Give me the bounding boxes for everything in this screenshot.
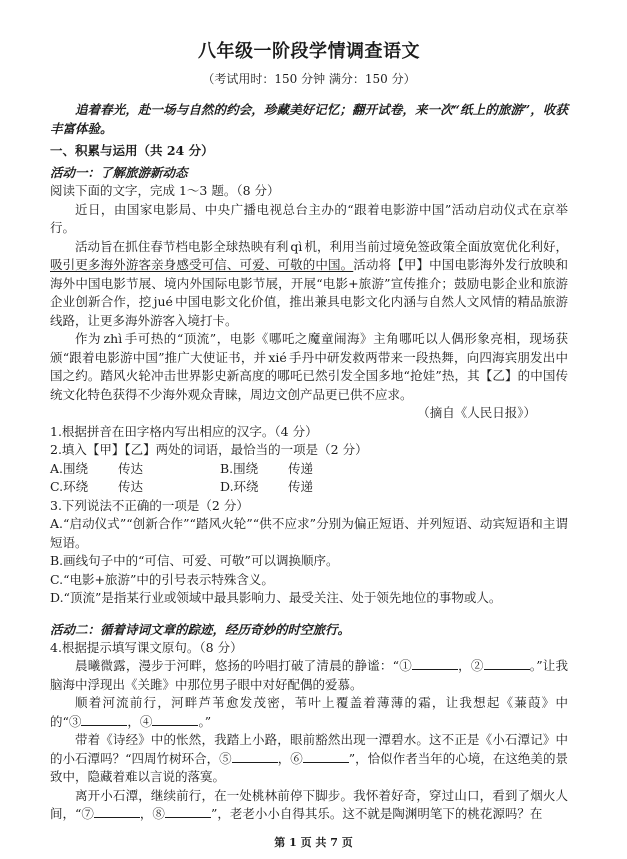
- blank-line: [484, 657, 530, 670]
- blank-number: ⑦: [81, 806, 94, 821]
- page-footer: 第 1 页 共 7 页: [274, 836, 353, 849]
- option-first-word: D.环绕: [220, 479, 259, 494]
- option-first-word: B.围绕: [220, 460, 259, 476]
- paragraph-text: 带着《诗经》中的怅然，我踏上小路，眼前豁然出现一潭碧水。这不正是《小石潭记》中的小石潭吗？“四周竹树环合，: [50, 732, 568, 766]
- blank-line: [94, 805, 140, 818]
- option-first-word: C.环绕: [50, 479, 89, 494]
- exam-intro: 追着春光，赴一场与自然的约会，珍藏美好记忆；翻开试卷，来一次“纸上的旅游”，收获丰富体验。: [50, 102, 568, 136]
- blank-line: [232, 750, 278, 763]
- reading-instruction: 阅读下面的文字，完成 1～3 题。（8 分）: [50, 183, 280, 198]
- paragraph-text: 。”让我脑海中浮现出《关雎》中那位男子眼中对好配偶的爱慕。: [50, 658, 568, 692]
- question-4-paragraph-1: [50, 657, 568, 694]
- option-second-word: 传达: [118, 479, 144, 494]
- fill-blank-8: [152, 806, 211, 821]
- question-1-stem: 1.根据拼音在田字格内写出相应的汉字。（4 分）: [50, 423, 318, 439]
- blank-number: ④: [139, 713, 153, 729]
- blank-line: [412, 657, 458, 670]
- paragraph-text: ”，老老小小自得其乐。这不就是陶渊明笔下的桃花源吗？在: [210, 806, 543, 821]
- activity-2-title: 活动二：循着诗词文章的踪迹，经历奇妙的时空旅行。: [50, 621, 351, 637]
- paragraph-text: 离开小石潭，继续前行，在一处桃林前停下脚步。我怀着好奇，穿过山口，看到了烟火人间，“: [50, 787, 568, 821]
- paragraph-text: ，: [457, 658, 471, 673]
- activity-1-title: 活动一：了解旅游新动态: [50, 165, 188, 180]
- question-4-stem: 4.根据提示填写课文原句。（8 分）: [50, 639, 243, 655]
- question-3-option-b: B.画线句子中的“可信、可爱、可敬”可以调换顺序。: [50, 553, 339, 568]
- exam-title: 八年级一阶段学情调查语文: [198, 41, 420, 62]
- passage-text: 活动将【甲】中国电影海外发行放映和海外中国电影节展、境内外国际电影节展，开展“电影+旅游”宣传推介；鼓励电影企业和旅游企业创新合作，挖 jué 中国电影文化价值，推出兼具电影文化内涵与自然人文风情的精品旅游线路，让更多海外游客入境打卡。: [50, 257, 568, 328]
- question-2-options-row: [50, 460, 568, 479]
- underlined-sentence: 吸引更多海外游客亲身感受可信、可爱、可敬的中国。: [50, 257, 354, 272]
- paragraph-text: 顺着河流前行，河畔芦苇愈发茂密，苇叶上覆盖着薄薄的霜，让我想起《蒹葭》中的“: [50, 695, 568, 729]
- option-second-word: 传递: [288, 460, 314, 476]
- paragraph-text: ，: [277, 750, 291, 766]
- blank-number: ⑥: [290, 750, 303, 766]
- question-4-paragraph-4: [50, 787, 568, 824]
- paragraph-text: 。”: [198, 713, 212, 729]
- option-d: [220, 478, 390, 497]
- activity-2: [50, 620, 568, 824]
- blank-number: ②: [470, 658, 484, 673]
- paragraph-text: 晨曦微露，漫步于河畔，悠扬的吟唱打破了清晨的静谧：“: [75, 658, 399, 673]
- question-2-stem: 2.填入【甲】【乙】两处的词语，最恰当的一项是（2 分）: [50, 442, 368, 457]
- fill-blank-7: [81, 806, 140, 821]
- question-3-option-a: A.“启动仪式”“创新合作”“踏风火轮”“供不应求”分别为偏正短语、并列短语、动宾短语和主谓短语。: [50, 516, 568, 550]
- option-second-word: 传递: [288, 479, 314, 494]
- blank-number: ⑧: [152, 806, 165, 821]
- activity-1: [50, 163, 568, 608]
- passage-paragraph-1: 近日，由国家电影局、中央广播电视总台主办的“跟着电影游中国”活动启动仪式在京举行。: [50, 201, 568, 235]
- blank-line: [165, 805, 211, 818]
- fill-blank-6: [290, 751, 349, 766]
- exam-subtitle: （考试用时：150 分钟 满分：150 分）: [202, 72, 416, 86]
- question-4-paragraph-3: [50, 731, 568, 787]
- section-heading: 一、积累与运用（共 24 分）: [50, 143, 214, 158]
- passage-paragraph-2: [50, 238, 568, 331]
- option-first-word: A.围绕: [50, 460, 89, 476]
- blank-line: [81, 713, 127, 726]
- fill-blank-4: [140, 714, 199, 729]
- question-3-option-d: D.“顶流”是指某行业或领域中最具影响力、最受关注、处于领先地位的事物或人。: [50, 590, 502, 605]
- fill-blank-3: [69, 714, 128, 729]
- fill-blank-5: [219, 751, 278, 766]
- question-2-options-row: [50, 478, 568, 497]
- blank-line: [152, 713, 198, 726]
- blank-number: ⑤: [219, 750, 232, 766]
- passage-source: （摘自《人民日报》）: [417, 405, 536, 420]
- option-second-word: 传达: [118, 460, 144, 476]
- option-a: [50, 460, 220, 479]
- question-4-paragraph-2: [50, 694, 568, 731]
- exam-page: [50, 0, 568, 824]
- question-3-option-c: C.“电影+旅游”中的引号表示特殊含义。: [50, 571, 274, 587]
- fill-blank-2: [471, 658, 530, 673]
- blank-line: [303, 750, 349, 763]
- blank-number: ③: [68, 713, 82, 729]
- fill-blank-1: [399, 658, 458, 673]
- paragraph-text: ，: [139, 806, 153, 821]
- option-b: [220, 460, 390, 479]
- paragraph-text: ”，恰似作者当年的心境，在这绝美的景致中，隐藏着难以言说的落寞。: [50, 750, 568, 784]
- paragraph-text: ，: [127, 713, 140, 729]
- option-c: [50, 478, 220, 497]
- passage-paragraph-3: 作为 zhì 手可热的“顶流”，电影《哪吒之魔童闹海》主角哪吒以人偶形象亮相，现场获颁“跟着电影游中国”推广大使证书，并 xié 手丹中研发救两带来一段热舞，向四海宾朋发出中国之约。踏风火轮冲击世界影史新高度的哪吒已然引发全国多地“抢娃”热，其【乙】的中国传统文化特色获得不少海外观众青睐，周边文创产品更已供不应求。: [50, 331, 568, 402]
- question-3-stem: 3.下列说法不正确的一项是（2 分）: [50, 497, 249, 513]
- passage-text: 活动旨在抓住春节档电影全球热映有利 qì 机，利用当前过境免签政策全面放宽优化利好，: [75, 238, 568, 254]
- blank-number: ①: [398, 658, 412, 673]
